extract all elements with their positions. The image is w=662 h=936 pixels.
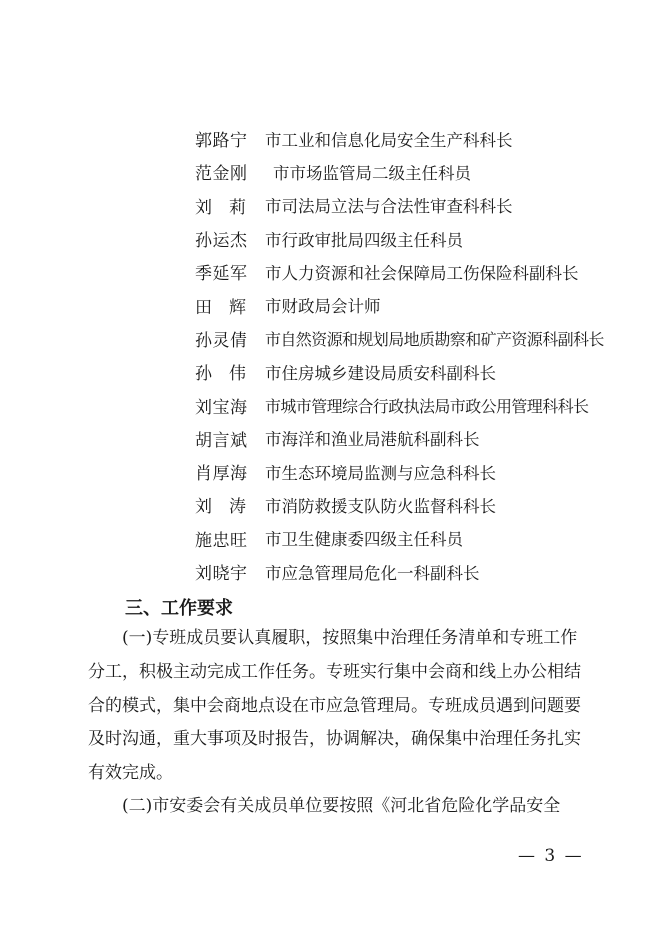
member-row	[195, 189, 625, 222]
member-title: 市司法局立法与合法性审查科科长	[265, 197, 513, 217]
member-row	[195, 222, 625, 255]
member-name: 田 辉	[195, 297, 246, 318]
member-name: 孙灵倩	[195, 330, 248, 351]
member-title: 市市场监管局二级主任科员	[273, 163, 471, 183]
paragraph-requirement-1: (一)专班成员要认真履职，按照集中治理任务清单和专班工作分工，积极主动完成工作任务。专班实行集中会商和线上办公相结合的模式，集中会商地点设在市应急管理局。专班成员遇到问题要及时沟通，重大事项及时报告，协调解决，确保集中治理任务扎实有效完成。	[88, 628, 581, 784]
member-name: 肖厚海	[195, 464, 248, 485]
member-title: 市应急管理局危化一科副科长	[265, 563, 480, 583]
member-row	[195, 422, 625, 455]
member-title: 市城市管理综合行政执法局市政公用管理科科长	[265, 396, 589, 416]
member-row	[195, 288, 625, 321]
member-row	[195, 355, 625, 388]
member-title: 市财政局会计师	[265, 297, 381, 317]
member-name: 刘晓宇	[195, 564, 248, 584]
member-name: 范金刚	[195, 164, 248, 185]
member-name: 刘 莉	[195, 197, 246, 218]
member-name: 刘 涛	[195, 497, 246, 518]
member-name: 胡言斌	[195, 430, 248, 451]
member-title: 市住房城乡建设局质安科副科长	[265, 363, 496, 383]
member-list	[195, 122, 625, 588]
member-row	[195, 122, 625, 155]
member-row	[195, 388, 625, 421]
page-number: — 3 —	[518, 846, 584, 866]
member-row	[195, 555, 625, 588]
member-title: 市生态环境局监测与应急科科长	[265, 463, 496, 483]
member-title: 市工业和信息化局安全生产科科长	[265, 130, 513, 150]
member-row	[195, 322, 625, 355]
member-name: 施忠旺	[195, 530, 248, 551]
member-name: 孙运杰	[195, 231, 248, 252]
member-name: 郭路宁	[195, 131, 248, 152]
member-name: 孙 伟	[195, 364, 246, 385]
paragraph-requirement-2: (二)市安委会有关成员单位要按照《河北省危险化学品安全	[122, 796, 561, 816]
member-row	[195, 455, 625, 488]
member-name: 季延军	[195, 264, 248, 285]
member-row	[195, 155, 625, 188]
member-row	[195, 488, 625, 521]
member-title: 市卫生健康委四级主任科员	[265, 530, 463, 550]
member-name: 刘宝海	[195, 397, 248, 418]
member-title: 市人力资源和社会保障局工伤保险科副科长	[265, 263, 579, 283]
member-title: 市自然资源和规划局地质勘察和矿产资源科副科长	[265, 329, 604, 349]
member-row	[195, 255, 625, 288]
section-heading: 三、工作要求	[125, 598, 233, 619]
member-title: 市行政审批局四级主任科员	[265, 230, 463, 250]
member-title: 市消防救援支队防火监督科科长	[265, 496, 496, 516]
member-row	[195, 522, 625, 555]
member-title: 市海洋和渔业局港航科副科长	[265, 430, 480, 450]
